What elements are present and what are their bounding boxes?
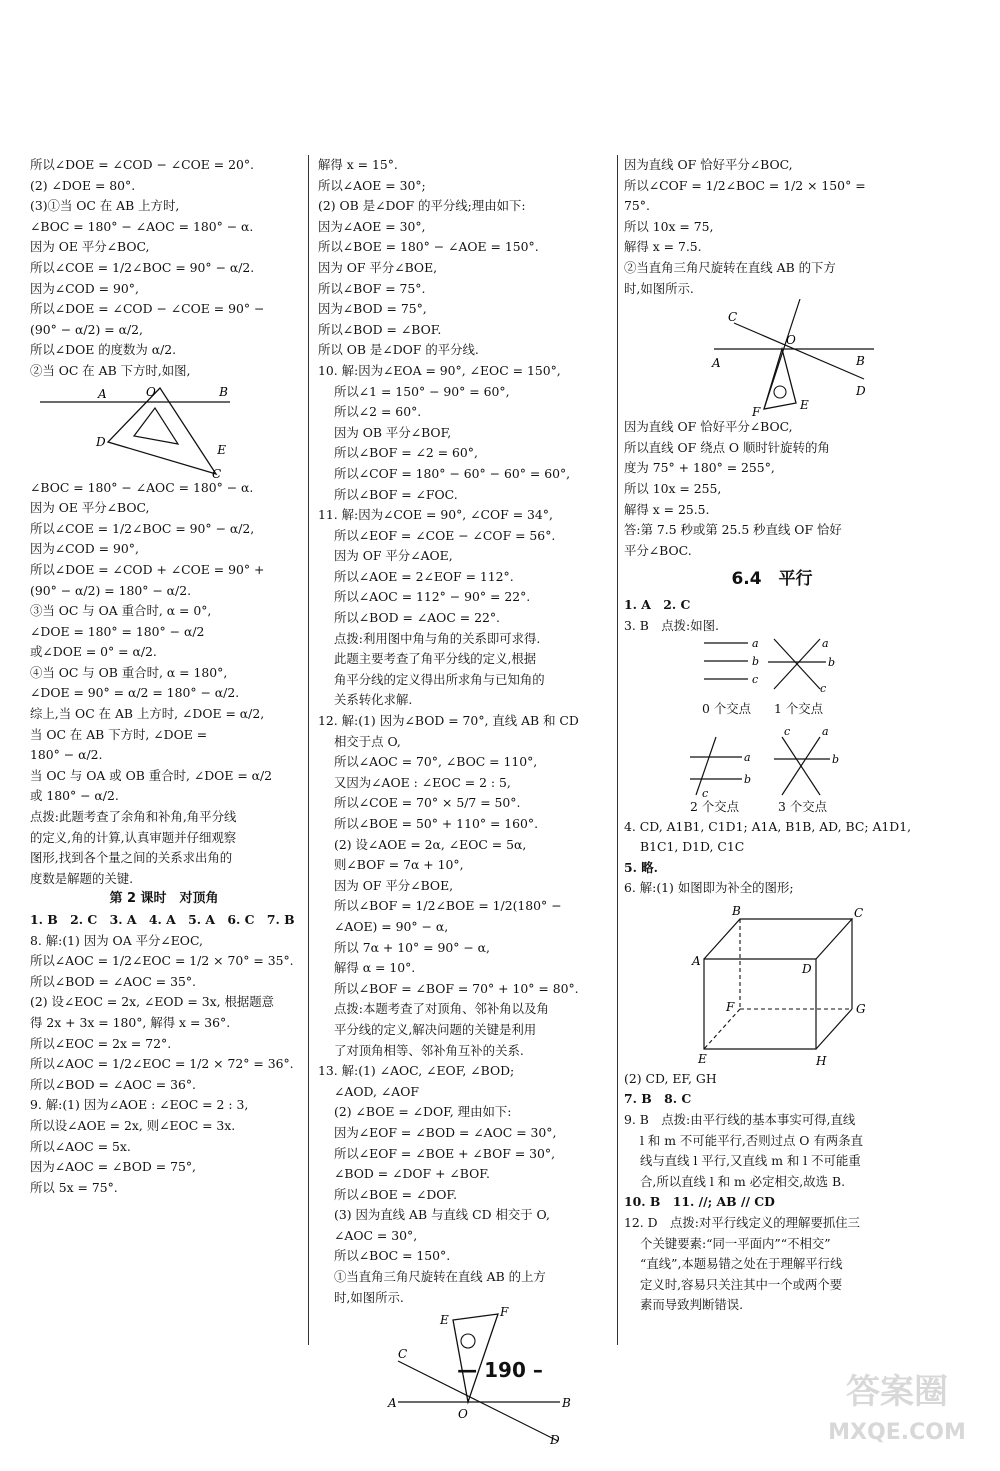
text-line: (3) 因为直线 AB 与直线 CD 相交于 O, <box>334 1207 550 1223</box>
text-line: 度为 75° + 180° = 255°, <box>624 460 775 476</box>
text-line: 因为 OE 平分∠BOC, <box>30 500 150 516</box>
svg-text:F: F <box>500 1306 509 1320</box>
text-line: 所以 7α + 10° = 90° − α, <box>334 939 490 955</box>
text-line: 时,如图所示. <box>624 280 694 296</box>
text-line: 当 OC 在 AB 下方时, ∠DOE = <box>30 726 208 742</box>
text-line: 11. 解:因为∠COE = 90°, ∠COF = 34°, <box>318 507 553 523</box>
text-line: 点拨:此题考查了余角和补角,角平分线 <box>30 809 237 825</box>
text-line: 合,所以直线 l 和 m 必定相交,故选 B. <box>640 1173 846 1189</box>
text-line: 所以∠AOC = 70°, ∠BOC = 110°, <box>334 754 538 770</box>
text-line: 所以∠COF = 180° − 60° − 60° = 60°, <box>334 465 571 481</box>
text-line: 所以∠BOE = 180° − ∠AOE = 150°. <box>318 239 539 255</box>
text-line: 平分∠BOC. <box>624 542 692 558</box>
text-line: (90° − α/2) = α/2, <box>30 321 143 337</box>
text-line: 又因为∠AOE : ∠EOC = 2 : 5, <box>334 774 511 790</box>
text-line: 7. B 8. C <box>624 1091 692 1107</box>
text-line: 则∠BOF = 7α + 10°, <box>334 857 464 873</box>
text-line: 所以直线 OF 绕点 O 顺时针旋转的角 <box>624 439 830 455</box>
svg-text:a: a <box>744 750 751 764</box>
text-line: 因为∠COD = 90°, <box>30 280 139 296</box>
text-line: 所以∠2 = 60°. <box>334 404 422 420</box>
text-line: 所以∠DOE = ∠COD − ∠COE = 20°. <box>30 157 254 172</box>
label-zero-intersections: 0 个交点 <box>702 700 751 716</box>
page-number-dash: — <box>457 1358 485 1382</box>
text-line: 所以 OB 是∠DOF 的平分线. <box>318 342 479 358</box>
text-line: B1C1, D1D, C1C <box>640 839 745 855</box>
text-line: 所以∠BOF = ∠FOC. <box>334 486 458 502</box>
text-line: 当 OC 与 OA 或 OB 重合时, ∠DOE = α/2 <box>30 767 273 783</box>
text-line: 所以 5x = 75°. <box>30 1179 118 1195</box>
svg-text:C: C <box>728 310 738 325</box>
watermark-logo <box>822 1359 972 1449</box>
text-line: 4. CD, A1B1, C1D1; A1A, B1B, AD, BC; A1D1, <box>624 818 912 834</box>
text-line: 12. D 点拨:对平行线定义的理解要抓住三 <box>624 1215 861 1231</box>
text-line: 所以∠COE = 70° × 5/7 = 50°. <box>334 795 521 811</box>
rotation-figure-below <box>624 299 914 417</box>
text-line: (2) ∠BOE = ∠DOF, 理由如下: <box>334 1104 512 1120</box>
text-line: 所以∠BOD = ∠AOC = 22°. <box>334 610 500 626</box>
text-line: 个关键要素:“同一平面内”“不相交” <box>640 1235 831 1251</box>
text-line: 所以∠AOC = 112° − 90° = 22°. <box>334 589 531 605</box>
text-line: 因为 OB 平分∠BOF, <box>334 424 452 440</box>
text-line: 得 2x + 3x = 180°, 解得 x = 36°. <box>30 1014 231 1030</box>
svg-text:E: E <box>440 1313 449 1328</box>
intersection-figures <box>624 637 920 817</box>
svg-text:b: b <box>744 772 752 786</box>
right-column <box>624 155 920 1316</box>
text-line: 75°. <box>624 198 650 214</box>
text-line: 所以∠1 = 150° − 90° = 60°, <box>334 383 510 399</box>
text-line: 6. 解:(1) 如图即为补全的图形; <box>624 880 794 896</box>
text-line: 解得 x = 7.5. <box>624 239 702 255</box>
col1-block-a <box>30 155 298 382</box>
text-line: 所以∠BOE = ∠DOF. <box>334 1186 458 1202</box>
text-line: 点拨:利用图中角与角的关系即可求得. <box>334 630 541 646</box>
svg-text:MXQE.COM: MXQE.COM <box>828 1420 966 1445</box>
text-line: (3)①当 OC 在 AB 上方时, <box>30 198 180 214</box>
col1-block-c <box>30 910 298 1198</box>
text-line: (2) OB 是∠DOF 的平分线;理由如下: <box>318 198 526 214</box>
text-line: 解得 x = 15°. <box>318 157 398 172</box>
text-line: 因为直线 OF 恰好平分∠BOC, <box>624 419 793 435</box>
column-divider <box>617 155 618 1345</box>
text-line: 素而导致判断错误. <box>640 1297 744 1313</box>
text-line: 所以∠BOD = ∠BOF. <box>318 321 442 337</box>
text-line: “直线”,本题易错之处在于理解平行线 <box>640 1256 843 1272</box>
text-line: (2) ∠DOE = 80°. <box>30 177 136 193</box>
text-line: 10. 解:因为∠EOA = 90°, ∠EOC = 150°, <box>318 362 561 378</box>
text-line: 解得 x = 25.5. <box>624 501 710 517</box>
text-line: 所以∠BOF = ∠2 = 60°, <box>334 445 478 461</box>
column-divider <box>308 155 309 1345</box>
text-line: 了对顶角相等、邻补角互补的关系. <box>334 1042 524 1058</box>
text-line: l 和 m 不可能平行,否则过点 O 有两条直 <box>640 1132 863 1148</box>
text-line: 平分线的定义,解决问题的关键是利用 <box>334 1021 537 1037</box>
svg-text:B: B <box>219 384 228 399</box>
text-line: 180° − α/2. <box>30 747 103 763</box>
svg-text:O: O <box>786 333 796 348</box>
svg-text:O: O <box>146 384 156 399</box>
text-line: ①当直角三角尺旋转在直线 AB 的上方 <box>334 1269 546 1285</box>
text-line: 所以 10x = 75, <box>624 218 714 234</box>
text-line: 13. 解:(1) ∠AOC, ∠EOF, ∠BOD; <box>318 1063 515 1079</box>
text-line: (2) 设∠AOE = 2α, ∠EOC = 5α, <box>334 836 527 852</box>
text-line: 所以∠EOF = ∠COE − ∠COF = 56°. <box>334 527 556 543</box>
text-line: ∠BOC = 180° − ∠AOC = 180° − α. <box>30 218 254 234</box>
triangle-ruler-figure-below <box>30 382 230 478</box>
svg-text:A: A <box>712 356 721 371</box>
svg-text:C: C <box>398 1347 408 1362</box>
middle-column <box>318 155 610 1446</box>
text-line: ②当直角三角尺旋转在直线 AB 的下方 <box>624 259 836 275</box>
text-line: 因为 OF 平分∠BOE, <box>318 259 438 275</box>
text-line: 因为∠COD = 90°, <box>30 541 139 557</box>
text-line: 所以∠AOC = 1/2∠EOC = 1/2 × 72° = 36°. <box>30 1056 294 1072</box>
text-line: 所以设∠AOE = 2x, 则∠EOC = 3x. <box>30 1117 236 1133</box>
text-line: 因为 OF 平分∠BOE, <box>334 877 454 893</box>
text-line: 所以∠BOF = ∠BOF = 70° + 10° = 80°. <box>334 980 579 996</box>
text-line: (2) 设∠EOC = 2x, ∠EOD = 3x, 根据题意 <box>30 994 275 1010</box>
text-line: 答:第 7.5 秒或第 25.5 秒直线 OF 恰好 <box>624 522 842 538</box>
text-line: 3. B 点拨:如图. <box>624 617 719 633</box>
svg-text:c: c <box>820 681 827 695</box>
text-line: 所以∠COF = 1/2∠BOC = 1/2 × 150° = <box>624 177 866 193</box>
svg-text:D: D <box>802 961 812 976</box>
label-two-intersections: 2 个交点 <box>690 798 739 814</box>
svg-text:O: O <box>458 1407 468 1422</box>
text-line: 9. B 点拨:由平行线的基本事实可得,直线 <box>624 1112 856 1128</box>
svg-text:c: c <box>702 786 709 800</box>
svg-text:b: b <box>828 655 836 669</box>
svg-text:B: B <box>562 1396 571 1411</box>
text-line: 所以∠BOF = 75°. <box>318 280 426 296</box>
text-line: 度数是解题的关键. <box>30 870 134 886</box>
text-line: 所以∠AOC = 1/2∠EOC = 1/2 × 70° = 35°. <box>30 953 294 969</box>
text-line: 线与直线 l 平行,又直线 m 和 l 不可能重 <box>640 1153 861 1169</box>
svg-text:F: F <box>752 405 761 418</box>
text-line: 因为∠BOD = 75°, <box>318 301 427 317</box>
text-line: 所以∠COE = 1/2∠BOC = 90° − α/2. <box>30 259 255 275</box>
text-line: 所以∠AOE = 30°; <box>318 177 426 193</box>
label-three-intersections: 3 个交点 <box>778 798 827 814</box>
text-line: 8. 解:(1) 因为 OA 平分∠EOC, <box>30 932 203 948</box>
svg-text:b: b <box>832 752 840 766</box>
svg-text:F: F <box>726 999 735 1014</box>
svg-text:a: a <box>822 724 829 738</box>
text-line: 所以∠BOC = 150°. <box>334 1248 451 1264</box>
text-line: ③当 OC 与 OA 重合时, α = 0°, <box>30 603 212 619</box>
text-line: 所以∠EOF = ∠BOE + ∠BOF = 30°, <box>334 1145 556 1161</box>
text-line: ②当 OC 在 AB 下方时,如图, <box>30 362 191 378</box>
text-line: 所以∠COE = 1/2∠BOC = 90° − α/2, <box>30 520 255 536</box>
text-line: ∠DOE = 90° = α/2 = 180° − α/2. <box>30 685 240 701</box>
svg-text:D: D <box>856 384 866 399</box>
text-line: 所以∠DOE 的度数为 α/2. <box>30 342 177 358</box>
text-line: 1. B 2. C 3. A 4. A 5. A 6. C 7. B <box>30 912 295 927</box>
text-line: 12. 解:(1) 因为∠BOD = 70°, 直线 AB 和 CD <box>318 713 579 729</box>
text-line: ④当 OC 与 OB 重合时, α = 180°, <box>30 664 228 680</box>
text-line: 1. A 2. C <box>624 597 691 613</box>
svg-text:E: E <box>698 1051 707 1066</box>
svg-text:G: G <box>856 1001 866 1016</box>
text-line: 相交于点 O, <box>334 733 401 749</box>
text-line: 图形,找到各个量之间的关系求出角的 <box>30 850 233 866</box>
text-line: 所以∠EOC = 2x = 72°. <box>30 1035 172 1051</box>
text-line: 或 180° − α/2. <box>30 788 119 804</box>
svg-text:A: A <box>692 953 701 968</box>
text-line: 时,如图所示. <box>334 1289 404 1305</box>
cuboid-figure <box>624 899 914 1069</box>
intersection-lines-figure <box>624 637 914 817</box>
svg-text:a: a <box>822 636 829 650</box>
svg-text:E: E <box>217 442 226 457</box>
svg-text:H: H <box>816 1053 827 1068</box>
text-line: 所以∠BOD = ∠AOC = 35°. <box>30 973 196 989</box>
svg-text:B: B <box>732 903 741 918</box>
label-one-intersection: 1 个交点 <box>774 700 823 716</box>
text-line: 点拨:本题考查了对顶角、邻补角以及角 <box>334 1001 549 1017</box>
text-line: (90° − α/2) = 180° − α/2. <box>30 582 192 598</box>
text-line: ∠AOC = 30°, <box>334 1227 418 1243</box>
text-line: 所以∠BOE = 50° + 110° = 160°. <box>334 816 539 831</box>
text-line: 所以 10x = 255, <box>624 480 722 496</box>
col1-block-b <box>30 478 298 890</box>
text-line: 所以∠BOF = 1/2∠BOE = 1/2(180° − <box>334 898 562 914</box>
svg-text:c: c <box>752 672 759 686</box>
text-line: 所以∠DOE = ∠COD + ∠COE = 90° + <box>30 561 265 577</box>
text-line: 5. 略. <box>624 859 658 875</box>
text-line: 因为 OE 平分∠BOC, <box>30 239 150 255</box>
text-line: 关系转化求解. <box>334 692 413 708</box>
text-line: ∠AOE) = 90° − α, <box>334 918 449 934</box>
svg-text:D: D <box>96 434 106 449</box>
text-line: 角平分线的定义得出所求角与已知角的 <box>334 671 545 687</box>
text-line: 定义时,容易只关注其中一个或两个要 <box>640 1276 843 1292</box>
svg-text:E: E <box>800 398 809 413</box>
svg-text:B: B <box>856 354 865 369</box>
page-number-dash: – <box>525 1358 543 1382</box>
text-line: 10. B 11. //; AB // CD <box>624 1194 775 1210</box>
text-line: 因为直线 OF 恰好平分∠BOC, <box>624 157 793 172</box>
text-line: 此题主要考查了角平分线的定义,根据 <box>334 651 537 667</box>
svg-text:A: A <box>388 1396 397 1411</box>
text-line: 所以∠DOE = ∠COD − ∠COE = 90° − <box>30 301 265 317</box>
section-title: 6.4 平行 <box>731 569 813 590</box>
svg-text:c: c <box>784 724 791 738</box>
text-line: 解得 α = 10°. <box>334 960 416 976</box>
text-line: 所以∠AOC = 5x. <box>30 1138 131 1154</box>
svg-text:D: D <box>550 1433 560 1447</box>
lesson-heading: 第 2 课时 对顶角 <box>109 891 219 907</box>
text-line: 因为∠AOC = ∠BOD = 75°, <box>30 1159 196 1175</box>
text-line: 因为 OF 平分∠AOE, <box>334 548 453 564</box>
svg-text:C: C <box>212 466 222 478</box>
text-line: 所以∠AOE = 2∠EOF = 112°. <box>334 568 514 584</box>
svg-text:a: a <box>752 636 759 650</box>
text-line: 的定义,角的计算,认真审题并仔细观察 <box>30 829 237 845</box>
text-line: ∠BOD = ∠DOF + ∠BOF. <box>334 1166 490 1182</box>
text-line: ∠BOC = 180° − ∠AOC = 180° − α. <box>30 479 254 495</box>
svg-text:答案圈: 答案圈 <box>846 1372 948 1412</box>
page-number-value: 190 <box>484 1358 526 1382</box>
left-column <box>30 155 298 1198</box>
text-line: 综上,当 OC 在 AB 上方时, ∠DOE = α/2, <box>30 706 265 722</box>
text-line: (2) CD, EF, GH <box>624 1070 717 1086</box>
svg-text:C: C <box>854 905 864 920</box>
text-line: 因为∠EOF = ∠BOD = ∠AOC = 30°, <box>334 1124 557 1140</box>
text-line: 或∠DOE = 0° = α/2. <box>30 644 157 660</box>
text-line: 所以∠BOD = ∠AOC = 36°. <box>30 1076 196 1092</box>
text-line: 因为∠AOE = 30°, <box>318 218 426 234</box>
text-line: ∠AOD, ∠AOF <box>334 1083 419 1099</box>
text-line: 9. 解:(1) 因为∠AOE : ∠EOC = 2 : 3, <box>30 1097 249 1113</box>
svg-text:A: A <box>98 386 107 401</box>
svg-text:b: b <box>752 654 760 668</box>
text-line: ∠DOE = 180° = 180° − α/2 <box>30 623 205 639</box>
